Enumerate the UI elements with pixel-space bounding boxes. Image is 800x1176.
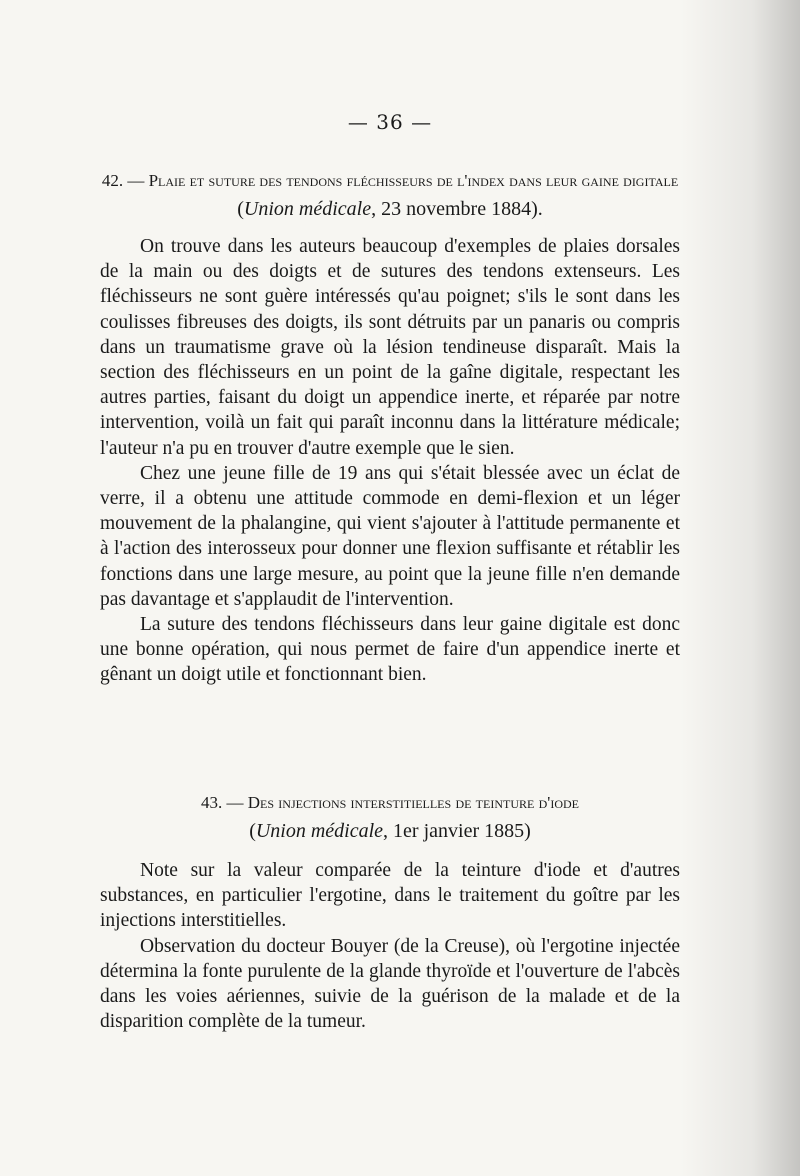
page-number: — 36 —	[347, 110, 433, 134]
entry-source: (Union médicale, 1er janvier 1885)	[249, 820, 531, 842]
entry-heading	[100, 792, 680, 814]
entry-42	[100, 170, 680, 688]
entry-title: Des injections interstitielles de teinture d'iode	[247, 793, 579, 812]
entry-number: 43. —	[201, 793, 244, 812]
source-date: 23 novembre 1884	[381, 198, 532, 220]
entry-body	[100, 234, 680, 688]
paragraph: Note sur la valeur comparée de la teinture d'iode et d'autres substances, en particulier l'ergotine, dans le traitement du goître par les injections interstitielles.	[100, 860, 680, 932]
entry-title: Plaie et suture des tendons fléchisseurs de l'index dans leur gaine digitale	[148, 171, 679, 190]
paragraph: Chez une jeune fille de 19 ans qui s'était blessée avec un éclat de verre, il a obtenu une attitude commode en demi-flexion et un léger mouvement de la phalangine, qui vient s'ajouter à l'attitude permanente et à l'action des interosseux pour donner une flexion suffisante et rétablir les fonctions dans une large mesure, au point que la jeune fille n'en demande pas davantage et s'applaudit de l'intervention.	[100, 462, 680, 610]
paragraph: La suture des tendons fléchisseurs dans leur gaine digitale est donc une bonne opération, qui nous permet de faire d'un appendice inerte et gênant un doigt utile et fonctionnant bien.	[100, 614, 680, 686]
page-edge-shadow	[680, 0, 800, 1176]
entry-body	[100, 858, 680, 1034]
entry-source: (Union médicale, 23 novembre 1884).	[237, 198, 543, 220]
paragraph: Observation du docteur Bouyer (de la Creuse), où l'ergotine injectée détermina la fonte purulente de la glande thyroïde et l'ouverture de l'abcès dans les voies aériennes, suivie de la guérison de la malade et de la disparition complète de la tumeur.	[100, 935, 680, 1033]
source-journal: Union médicale	[243, 198, 372, 220]
entry-43	[100, 792, 680, 1034]
entry-heading	[100, 170, 680, 192]
entry-number: 42. —	[101, 171, 145, 190]
source-journal: Union médicale	[255, 820, 384, 842]
paragraph: On trouve dans les auteurs beaucoup d'exemples de plaies dorsales de la main ou des doigts et de sutures des tendons extenseurs. Les fléchisseurs ne sont guère intéressés qu'au poignet; s'ils le sont dans les coulisses fibreuses des doigts, ils sont détruits par un panaris ou compris dans un traumatisme grave où la lésion tendineuse disparaît. Mais la section des fléchisseurs en un point de la gaîne digitale, respectant les autres parties, faisant du doigt un appendice inerte, et réparée par notre intervention, voilà un fait qui paraît inconnu dans la littérature médicale; l'auteur n'a pu en trouver d'autre exemple que le sien.	[100, 236, 680, 459]
source-date: 1er janvier 1885	[393, 820, 525, 842]
